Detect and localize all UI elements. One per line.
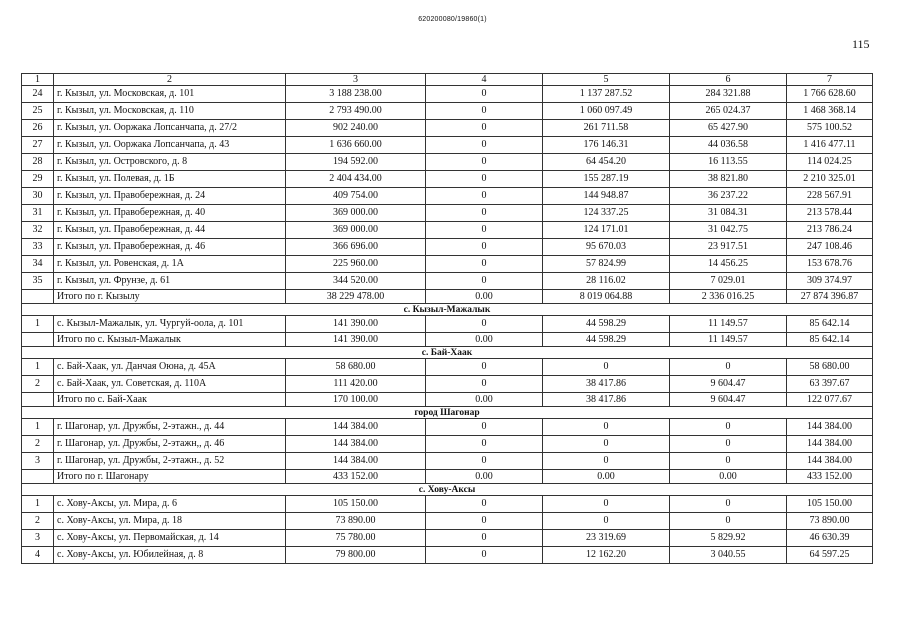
table-row [22,453,873,470]
table-cell: 0.00 [426,393,543,407]
table-cell: 0 [426,239,543,256]
table-cell: 155 287.19 [543,171,670,188]
table-cell: 65 427.90 [670,120,787,137]
table-cell: 73 890.00 [286,513,426,530]
table-row [22,120,873,137]
table-cell: г. Кызыл, ул. Правобережная, д. 24 [54,188,286,205]
table-cell: 75 780.00 [286,530,426,547]
table-cell: 105 150.00 [286,496,426,513]
table-cell: 7 029.01 [670,273,787,290]
table-cell: г. Кызыл, ул. Правобережная, д. 40 [54,205,286,222]
table-cell: 0.00 [426,470,543,484]
table-cell: 433 152.00 [286,470,426,484]
table-cell: 111 420.00 [286,376,426,393]
table-cell: 58 680.00 [286,359,426,376]
table-cell: Итого по с. Кызыл-Мажалык [54,333,286,347]
table-cell: 2 [22,376,54,393]
table-cell: 575 100.52 [787,120,873,137]
table-cell: 1 636 660.00 [286,137,426,154]
table-cell: 105 150.00 [787,496,873,513]
table-cell: г. Кызыл, ул. Полевая, д. 1Б [54,171,286,188]
table-cell [22,333,54,347]
table-cell: 247 108.46 [787,239,873,256]
table-cell: 0 [543,453,670,470]
table-cell: г. Кызыл, ул. Ооржака Лопсанчапа, д. 43 [54,137,286,154]
table-cell: 369 000.00 [286,205,426,222]
table-row [22,419,873,436]
table-cell: г. Кызыл, ул. Фрунзе, д. 61 [54,273,286,290]
table-cell: 0 [426,273,543,290]
table-cell: 0 [426,513,543,530]
table-cell: 2 [22,436,54,453]
table-cell: 14 456.25 [670,256,787,273]
table-cell: 1 137 287.52 [543,86,670,103]
table-cell: 12 162.20 [543,547,670,564]
table-cell: 1 [22,316,54,333]
table-cell: 0 [426,86,543,103]
table-cell: 0 [426,547,543,564]
table-cell: 30 [22,188,54,205]
table-cell: 4 [22,547,54,564]
table-cell: 0 [543,513,670,530]
column-header: 6 [670,74,787,86]
table-cell: 0 [543,496,670,513]
table-cell: Итого по г. Кызылу [54,290,286,304]
table-cell: 58 680.00 [787,359,873,376]
table-cell: 2 793 490.00 [286,103,426,120]
table-cell: г. Шагонар, ул. Дружбы, 2-этажн., д. 52 [54,453,286,470]
table-cell: 27 874 396.87 [787,290,873,304]
table-row [22,436,873,453]
table-cell: 902 240.00 [286,120,426,137]
table-row [22,530,873,547]
table-cell: 79 800.00 [286,547,426,564]
table-cell: 23 319.69 [543,530,670,547]
table-cell: 9 604.47 [670,393,787,407]
section-title: с. Хову-Аксы [22,484,873,496]
table-cell: г. Кызыл, ул. Ровенская, д. 1А [54,256,286,273]
table-cell: 9 604.47 [670,376,787,393]
total-row [22,333,873,347]
table-cell: 33 [22,239,54,256]
table-cell: 0 [670,359,787,376]
page-number: 115 [852,37,870,51]
table-cell: 0 [426,188,543,205]
table-cell: 124 171.01 [543,222,670,239]
table-cell: 1 [22,419,54,436]
table-row [22,188,873,205]
column-header: 2 [54,74,286,86]
table-cell: 213 786.24 [787,222,873,239]
table-cell: 144 384.00 [787,419,873,436]
table-cell: 38 821.80 [670,171,787,188]
table-row [22,256,873,273]
total-row [22,393,873,407]
section-row [22,304,873,316]
table-cell: 38 229 478.00 [286,290,426,304]
table-cell: 0 [426,171,543,188]
table-cell: с. Хову-Аксы, ул. Первомайская, д. 14 [54,530,286,547]
table-row [22,103,873,120]
table-cell: 25 [22,103,54,120]
table-cell: 141 390.00 [286,316,426,333]
section-row [22,407,873,419]
table-cell: 28 [22,154,54,171]
table-cell: 28 116.02 [543,273,670,290]
table-cell: 8 019 064.88 [543,290,670,304]
column-header: 7 [787,74,873,86]
table-row [22,154,873,171]
table-row [22,222,873,239]
table-cell: 35 [22,273,54,290]
table-cell: 27 [22,137,54,154]
table-cell: 85 642.14 [787,333,873,347]
table-cell: 0.00 [670,470,787,484]
table-row [22,496,873,513]
table-cell: 124 337.25 [543,205,670,222]
table-cell: 1 468 368.14 [787,103,873,120]
table-cell: 144 948.87 [543,188,670,205]
table-cell: 44 598.29 [543,316,670,333]
column-header: 5 [543,74,670,86]
table-cell: 44 598.29 [543,333,670,347]
table-cell: 284 321.88 [670,86,787,103]
table-cell: Итого по г. Шагонару [54,470,286,484]
table-cell: 0 [426,453,543,470]
table-cell: 409 754.00 [286,188,426,205]
table-cell: 2 [22,513,54,530]
table-cell: г. Кызыл, ул. Московская, д. 101 [54,86,286,103]
table-row [22,273,873,290]
table-cell: 38 417.86 [543,393,670,407]
table-cell: 153 678.76 [787,256,873,273]
table-cell: г. Кызыл, ул. Московская, д. 110 [54,103,286,120]
table-cell: 144 384.00 [286,419,426,436]
table-row [22,86,873,103]
table-cell: 31 084.31 [670,205,787,222]
table-cell: 0 [670,419,787,436]
table-cell: 31 042.75 [670,222,787,239]
table-cell: 29 [22,171,54,188]
table-cell: 0 [426,103,543,120]
table-cell [22,290,54,304]
table-cell: 0 [670,453,787,470]
section-row [22,347,873,359]
table-cell: 16 113.55 [670,154,787,171]
table-cell: 0 [670,436,787,453]
table-cell: 1 [22,496,54,513]
table-cell: 32 [22,222,54,239]
table-cell: 0 [426,376,543,393]
table-cell: 3 [22,530,54,547]
table-cell: 64 597.25 [787,547,873,564]
table-row [22,376,873,393]
table-cell: 2 404 434.00 [286,171,426,188]
table-cell: 0 [426,316,543,333]
table-cell: 194 592.00 [286,154,426,171]
table-cell: с. Кызыл-Мажалык, ул. Чургуй-оола, д. 101 [54,316,286,333]
table-cell: 344 520.00 [286,273,426,290]
table-row [22,359,873,376]
table-row [22,513,873,530]
table-cell: 0.00 [426,333,543,347]
table-cell: 1 766 628.60 [787,86,873,103]
table-row [22,547,873,564]
table-cell: г. Шагонар, ул. Дружбы, 2-этажн., д. 44 [54,419,286,436]
total-row [22,290,873,304]
table-cell: 0 [426,256,543,273]
table-cell: 144 384.00 [286,453,426,470]
table-cell: 366 696.00 [286,239,426,256]
table-cell: 122 077.67 [787,393,873,407]
table-cell: 57 824.99 [543,256,670,273]
table-cell: 225 960.00 [286,256,426,273]
table-cell: 95 670.03 [543,239,670,256]
table-cell: 0 [426,530,543,547]
column-header: 4 [426,74,543,86]
table-cell: 46 630.39 [787,530,873,547]
table-cell: 170 100.00 [286,393,426,407]
table-cell: 0 [543,436,670,453]
table-cell: 176 146.31 [543,137,670,154]
table-cell: 309 374.97 [787,273,873,290]
header-row [22,74,873,86]
table-cell: 24 [22,86,54,103]
table-cell: 144 384.00 [787,453,873,470]
table-cell: с. Бай-Хаак, ул. Данчая Оюна, д. 45А [54,359,286,376]
table-cell: г. Кызыл, ул. Правобережная, д. 46 [54,239,286,256]
table-cell: 0 [670,513,787,530]
table-cell: 64 454.20 [543,154,670,171]
table-row [22,171,873,188]
table-cell: 2 336 016.25 [670,290,787,304]
table-cell: 11 149.57 [670,316,787,333]
table-cell: г. Кызыл, ул. Островского, д. 8 [54,154,286,171]
table-row [22,205,873,222]
table-cell: с. Хову-Аксы, ул. Мира, д. 6 [54,496,286,513]
table-cell: 0 [426,205,543,222]
table-cell: 3 040.55 [670,547,787,564]
table-cell: 26 [22,120,54,137]
table-cell: 36 237.22 [670,188,787,205]
table-cell: 114 024.25 [787,154,873,171]
table-cell: 3 188 238.00 [286,86,426,103]
table-cell: 265 024.37 [670,103,787,120]
table-cell: с. Хову-Аксы, ул. Юбилейная, д. 8 [54,547,286,564]
table-cell: 1 416 477.11 [787,137,873,154]
table-cell: 261 711.58 [543,120,670,137]
section-title: с. Бай-Хаак [22,347,873,359]
table-cell: 11 149.57 [670,333,787,347]
column-header: 3 [286,74,426,86]
table-cell: 0 [426,120,543,137]
table-cell: 0 [543,359,670,376]
total-row [22,470,873,484]
doc-id: 620200080/19860(1) [418,16,487,23]
table-cell: 433 152.00 [787,470,873,484]
section-title: с. Кызыл-Мажалык [22,304,873,316]
table-cell: 38 417.86 [543,376,670,393]
table-cell: 0.00 [426,290,543,304]
table-cell: 34 [22,256,54,273]
table-cell: Итого по с. Бай-Хаак [54,393,286,407]
table-cell: 0.00 [543,470,670,484]
table-body [22,74,873,564]
table-cell: с. Хову-Аксы, ул. Мира, д. 18 [54,513,286,530]
table-cell: 0 [426,436,543,453]
table-cell: 85 642.14 [787,316,873,333]
table-cell: 0 [426,359,543,376]
column-header: 1 [22,74,54,86]
table-row [22,316,873,333]
section-title: город Шагонар [22,407,873,419]
table-cell: 23 917.51 [670,239,787,256]
table-row [22,239,873,256]
table-cell: 0 [543,419,670,436]
table-cell: 63 397.67 [787,376,873,393]
table-cell: с. Бай-Хаак, ул. Советская, д. 110А [54,376,286,393]
table-cell [22,393,54,407]
section-row [22,484,873,496]
table-cell: 31 [22,205,54,222]
table-cell: г. Кызыл, ул. Ооржака Лопсанчапа, д. 27/2 [54,120,286,137]
table-cell: 2 210 325.01 [787,171,873,188]
data-table [21,73,873,564]
table-cell: 5 829.92 [670,530,787,547]
table-cell: 1 060 097.49 [543,103,670,120]
table-cell: г. Шагонар, ул. Дружбы, 2-этажн,, д. 46 [54,436,286,453]
table-cell: 44 036.58 [670,137,787,154]
table-cell: 0 [426,137,543,154]
table-cell: 0 [426,419,543,436]
table-cell: 213 578.44 [787,205,873,222]
table-cell: 369 000.00 [286,222,426,239]
table-cell: 1 [22,359,54,376]
table-row [22,137,873,154]
table-cell: 0 [670,496,787,513]
table-cell: 3 [22,453,54,470]
table-cell: 0 [426,154,543,171]
table-cell: 144 384.00 [286,436,426,453]
table-cell: 228 567.91 [787,188,873,205]
table-cell [22,470,54,484]
table-cell: г. Кызыл, ул. Правобережная, д. 44 [54,222,286,239]
table-cell: 144 384.00 [787,436,873,453]
table-cell: 0 [426,222,543,239]
table-cell: 73 890.00 [787,513,873,530]
table-cell: 0 [426,496,543,513]
table-cell: 141 390.00 [286,333,426,347]
